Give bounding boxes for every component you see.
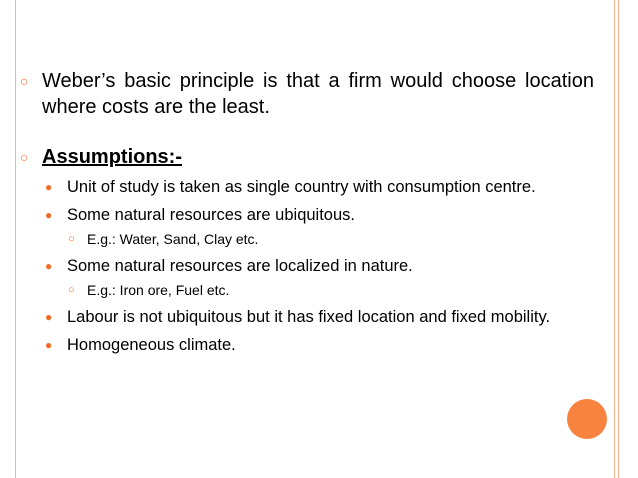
orange-circle-icon [567,399,607,439]
bullet-text: Weber’s basic principle is that a firm would choose location where costs are the least. [42,70,594,118]
filled-circle-bullet-icon: ● [45,208,53,222]
subpoint-ubiquitous [20,204,594,226]
bullet-assumptions-heading [20,144,594,170]
subpoint-text: Some natural resources are ubiquitous. [67,206,355,224]
example-text: E.g.: Water, Sand, Clay etc. [87,231,259,247]
filled-circle-bullet-icon: ● [45,338,53,352]
subpoint-unit-of-study [20,176,594,198]
subpoint-climate [20,334,594,356]
subpoint-labour [20,306,594,328]
slide-edge-line [618,0,619,478]
circle-ring-bullet-icon: ○ [68,233,75,245]
subpoint-localized [20,255,594,277]
filled-circle-bullet-icon: ● [45,310,53,324]
example-localized [20,280,594,300]
example-text: E.g.: Iron ore, Fuel etc. [87,282,230,298]
filled-circle-bullet-icon: ● [45,180,53,194]
bullet-principle [20,68,594,120]
subpoint-text: Homogeneous climate. [67,336,236,354]
circle-ring-bullet-icon: ○ [68,284,75,296]
circle-ring-bullet-icon: ○ [20,73,29,89]
slide-content [20,68,594,356]
heading-text: Assumptions:- [42,146,182,168]
subpoint-text: Some natural resources are localized in nature. [67,257,413,275]
subpoint-text: Unit of study is taken as single country with consumption centre. [67,178,536,196]
example-ubiquitous [20,229,594,249]
filled-circle-bullet-icon: ● [45,259,53,273]
subpoint-text: Labour is not ubiquitous but it has fixed location and fixed mobility. [67,308,551,326]
circle-ring-bullet-icon: ○ [20,149,29,165]
